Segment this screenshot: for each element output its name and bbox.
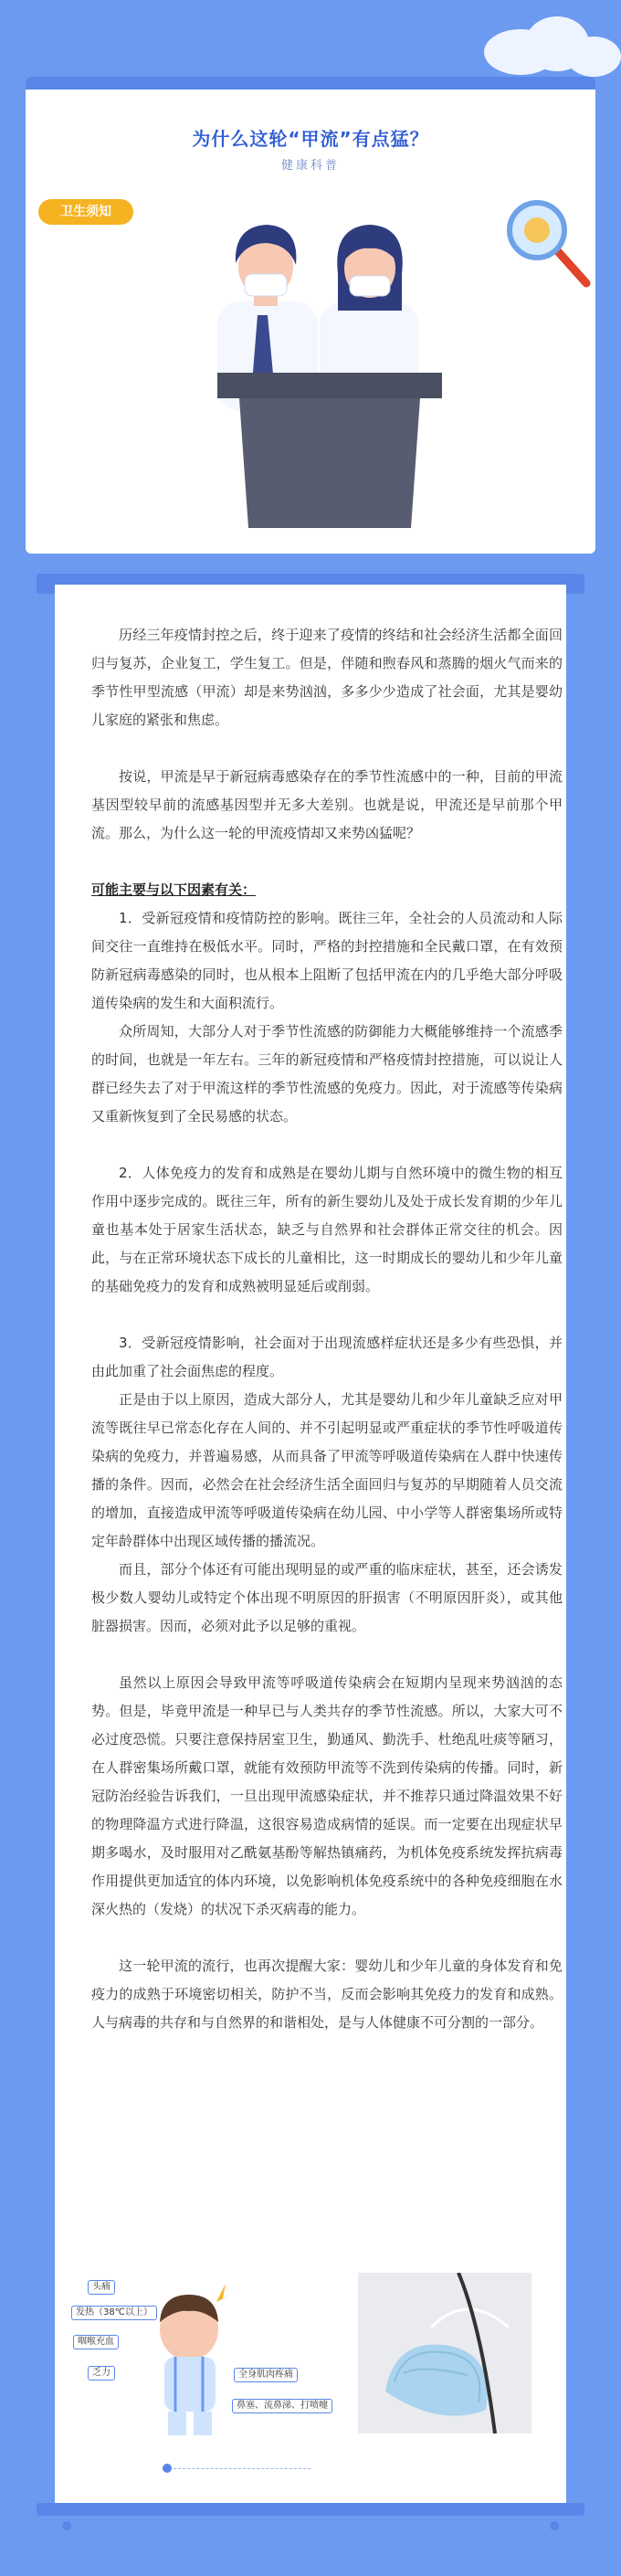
decorative-dot: [163, 2464, 172, 2473]
decorative-dot: [62, 2521, 71, 2530]
paragraph: 3．受新冠疫情影响，社会面对于出现流感样症状还是多少有些恐惧，并由此加重了社会面焦虑的程度。: [91, 1335, 563, 1379]
paragraph: 历经三年疫情封控之后，终于迎来了疫情的终结和社会经济生活都全面回归与复苏，企业复工，学生复工。但是，伴随和煦春风和蒸腾的烟火气而来的季节性甲型流感（甲流）却是来势汹汹，多多少少造成了社会面，尤其是婴幼儿家庭的紧张和焦虑。: [91, 627, 563, 728]
symptom-label: 全身肌肉疼痛: [234, 2368, 298, 2382]
decorative-dot: [550, 2521, 559, 2530]
paragraph: 而且，部分个体还有可能出现明显的或严重的临床症状，甚至，还会诱发极少数人婴幼儿或特定个体出现不明原因的肝损害（不明原因肝炎），或其他脏器损害。因而，必须对此予以足够的重视。: [91, 1561, 563, 1634]
section-heading: 可能主要与以下因素有关：: [91, 882, 257, 898]
paragraph: 2．人体免疫力的发育和成熟是在婴幼儿期与自然环境中的微生物的相互作用中逐步完成的。既往三年，所有的新生婴幼儿及处于成长发育期的少年儿童也基本处于居家生活状态，缺乏与自然界和社会群体正常交往的机会。因此，与在正常环境状态下成长的儿童相比，这一时期成长的婴幼儿和少年儿童的基础免疫力的发育和成熟被明显延后或削弱。: [91, 1165, 563, 1294]
doctors-illustration: [0, 0, 621, 548]
paragraph: 众所周知，大部分人对于季节性流感的防御能力大概能够维持一个流感季的时间，也就是一年左右。三年的新冠疫情和严格疫情封控措施，可以说让人群已经失去了对于甲流这样的季节性流感的免疫力。因此，对于流感等传染病又重新恢复到了全民易感的状态。: [91, 1023, 563, 1124]
podium: [217, 373, 442, 528]
symptom-label: 发热（38℃以上）: [71, 2306, 157, 2320]
symptom-label: 鼻塞、流鼻涕、打喷嚏: [232, 2399, 332, 2413]
category-tag[interactable]: 卫生须知: [38, 199, 133, 225]
paragraph: 这一轮甲流的流行，也再次提醒大家：婴幼儿和少年儿童的身体发育和免疫力的成熟于环境密切相关，防护不当，反而会影响其免疫力的发育和成熟。人与病毒的共存和与自然界的和谐相处，是与人体健康不可分割的一部分。: [91, 1958, 563, 2031]
symptom-label: 咽喉充血: [73, 2335, 119, 2349]
symptom-label: 头痛: [88, 2280, 115, 2295]
symptom-label: 乏力: [88, 2366, 115, 2381]
article-body: [91, 621, 563, 2037]
paragraph: 1．受新冠疫情和疫情防控的影响。既往三年，全社会的人员流动和人际间交往一直维持在极低水平。同时，严格的封控措施和全民戴口罩，在有效预防新冠病毒感染的同时，也从根本上阻断了包括甲流在内的几乎绝大部分呼吸道传染病的发生和大面积流行。: [91, 910, 563, 1011]
masks-photo: [358, 2273, 532, 2433]
paragraph: 按说，甲流是早于新冠病毒感染存在的季节性流感中的一种，目前的甲流基因型较早前的流感基因型并无多大差别。也就是说，甲流还是早前那个甲流。那么，为什么这一轮的甲流疫情却又来势凶猛呢？: [91, 768, 563, 841]
decorative-dash: [174, 2468, 310, 2469]
page-subtitle: 健康科普: [280, 159, 340, 173]
paragraph: 正是由于以上原因，造成大部分人，尤其是婴幼儿和少年儿童缺乏应对甲流等既往早已常态化存在人间的、并不引起明显或严重症状的季节性呼吸道传染病的免疫力，并普遍易感，从而具备了甲流等呼吸道传染病在人群中快速传播的条件。因而，必然会在社会经济生活全面回归与复苏的早期随着人员交流的增加，直接造成甲流等呼吸道传染病在幼儿园、中小学等人群密集场所或特定年龄群体中出现区域传播的播流况。: [91, 1391, 563, 1549]
paragraph: 虽然以上原因会导致甲流等呼吸道传染病会在短期内呈现来势汹汹的态势。但是，毕竟甲流是一种早已与人类共存的季节性流感。所以，大家大可不必过度恐慌。只要注意保持居室卫生，勤通风、勤洗手、杜绝乱吐痰等陋习，在人群密集场所戴口罩，就能有效预防甲流等不洗到传染病的传播。同时，新冠防治经验告诉我们，一旦出现甲流感染症状，并不推荐只通过降温效果不好的物理降温方式进行降温，这很容易造成病情的延误。而一定要在出现症状早期多喝水，及时服用对乙酰氨基酚等解热镇痛药，为机体免疫系统发挥抗病毒作用提供更加适宜的体内环境，以免影响机体免疫系统中的各种免疫细胞在水深火热的（发烧）的状况下杀灭病毒的能力。: [91, 1674, 563, 1917]
body-card-bottom-bar: [37, 2503, 584, 2516]
magnifier-icon: [510, 203, 586, 283]
page-title: 为什么这轮“甲流”有点猛？: [192, 128, 429, 150]
